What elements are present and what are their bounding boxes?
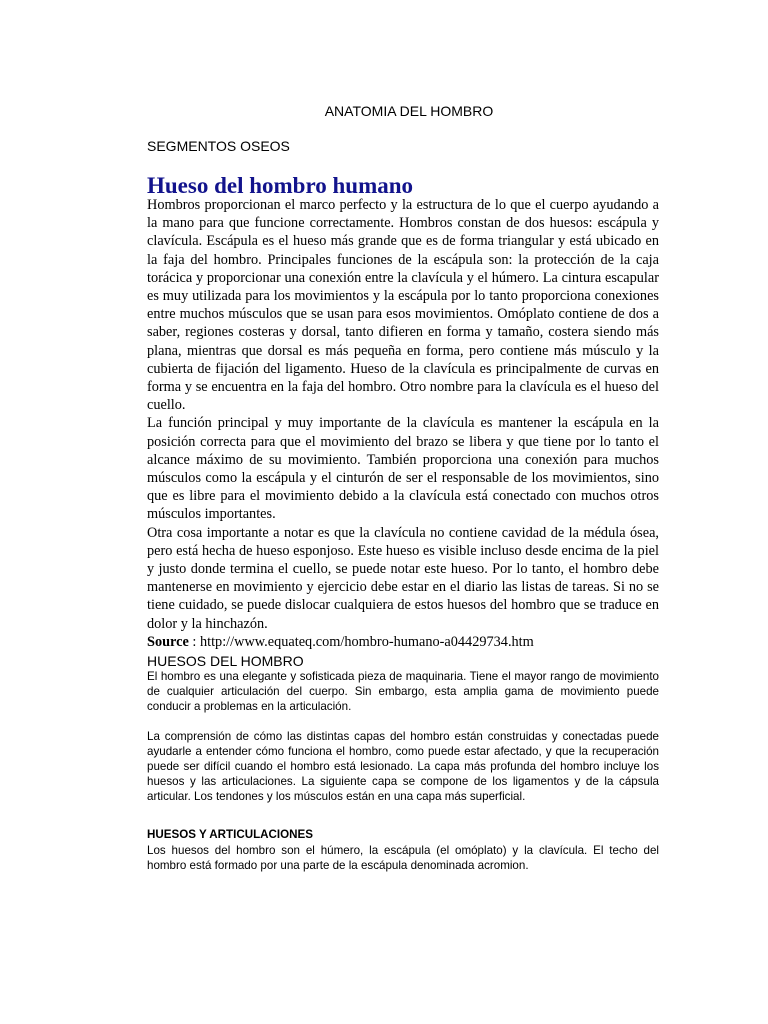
document-title: ANATOMIA DEL HOMBRO	[324, 103, 494, 119]
paragraph-3: Otra cosa importante a notar es que la clavícula no contiene cavidad de la médula ósea, pero está hecha de hueso esponjoso. Este hueso es visible incluso desde encima de la piel y justo donde termina el cuello, se puede notar este hueso. Por lo tanto, el hombro debe mantenerse en movimiento y ejercicio debe estar en el diario las listas de tareas. Si no se tiene cuidado, se puede dislocar cualquiera de estos huesos del hombro que se traduce en dolor y la hinchazón.	[147, 524, 659, 632]
huesos-heading: HUESOS DEL HOMBRO	[147, 653, 304, 669]
articulaciones-paragraph: Los huesos del hombro son el húmero, la escápula (el omóplato) y la clavícula. El techo del hombro está formado por una parte de la escápula denominada acromion.	[147, 844, 659, 873]
huesos-paragraph-2: La comprensión de cómo las distintas capas del hombro están construidas y conectadas puede ayudarle a entender cómo funciona el hombro, como puede estar afectado, y que la recuperación puede ser difícil cuando el hombro está lesionado. La capa más profunda del hombro incluye los huesos y las articulaciones. La siguiente capa se compone de los ligamentos y de la cápsula articular. Los tendones y los músculos están en una capa más superficial.	[147, 730, 659, 804]
source-url[interactable]: http://www.equateq.com/hombro-humano-a04429734.htm	[199, 633, 534, 650]
main-heading: Hueso del hombro humano	[147, 173, 414, 198]
article-body	[147, 196, 659, 651]
source-line	[147, 633, 659, 651]
articulaciones-heading: HUESOS Y ARTICULACIONES	[147, 828, 313, 841]
source-separator: :	[188, 633, 200, 650]
source-label: Source	[147, 633, 189, 650]
huesos-paragraph-1: El hombro es una elegante y sofisticada pieza de maquinaria. Tiene el mayor rango de movimiento de cualquier articulación del cuerpo. Sin embargo, esta amplia gama de movimiento puede conducir a problemas en la articulación.	[147, 670, 659, 714]
paragraph-2: La función principal y muy importante de la clavícula es mantener la escápula en la posición correcta para que el movimiento del brazo se libera y que tiene por lo tanto el alcance máximo de su movimiento. También proporciona una conexión para muchos músculos como la escápula y el cinturón de ser el responsable de los movimientos, sino que es libre para el movimiento debido a la clavícula está conectado con muchos otros músculos importantes.	[147, 415, 659, 523]
paragraph-1: Hombros proporcionan el marco perfecto y la estructura de lo que el cuerpo ayudando a la mano para que funcione correctamente. Hombros constan de dos huesos: escápula y clavícula. Escápula es el hueso más grande que es de forma triangular y está ubicado en la faja del hombro. Principales funciones de la escápula son: la protección de la caja torácica y proporcionar una conexión entre la clavícula y el húmero. La cintura escapular es muy utilizada para los movimientos y la escápula por lo tanto proporciona conexiones entre muchos músculos que se usan para esos movimientos. Omóplato contiene de dos a saber, regiones costeras y dorsal, tanto difieren en forma y tamaño, costera siendo más plana, mientras que dorsal es más pequeña en forma, pero contiene más músculo y la cubierta de fijación del ligamento. Hueso de la clavícula es principalmente de curvas en forma y se encuentra en la faja del hombro. Otro nombre para la clavícula es el hueso del cuello.	[147, 197, 659, 414]
section-heading-segmentos: SEGMENTOS OSEOS	[147, 138, 290, 154]
